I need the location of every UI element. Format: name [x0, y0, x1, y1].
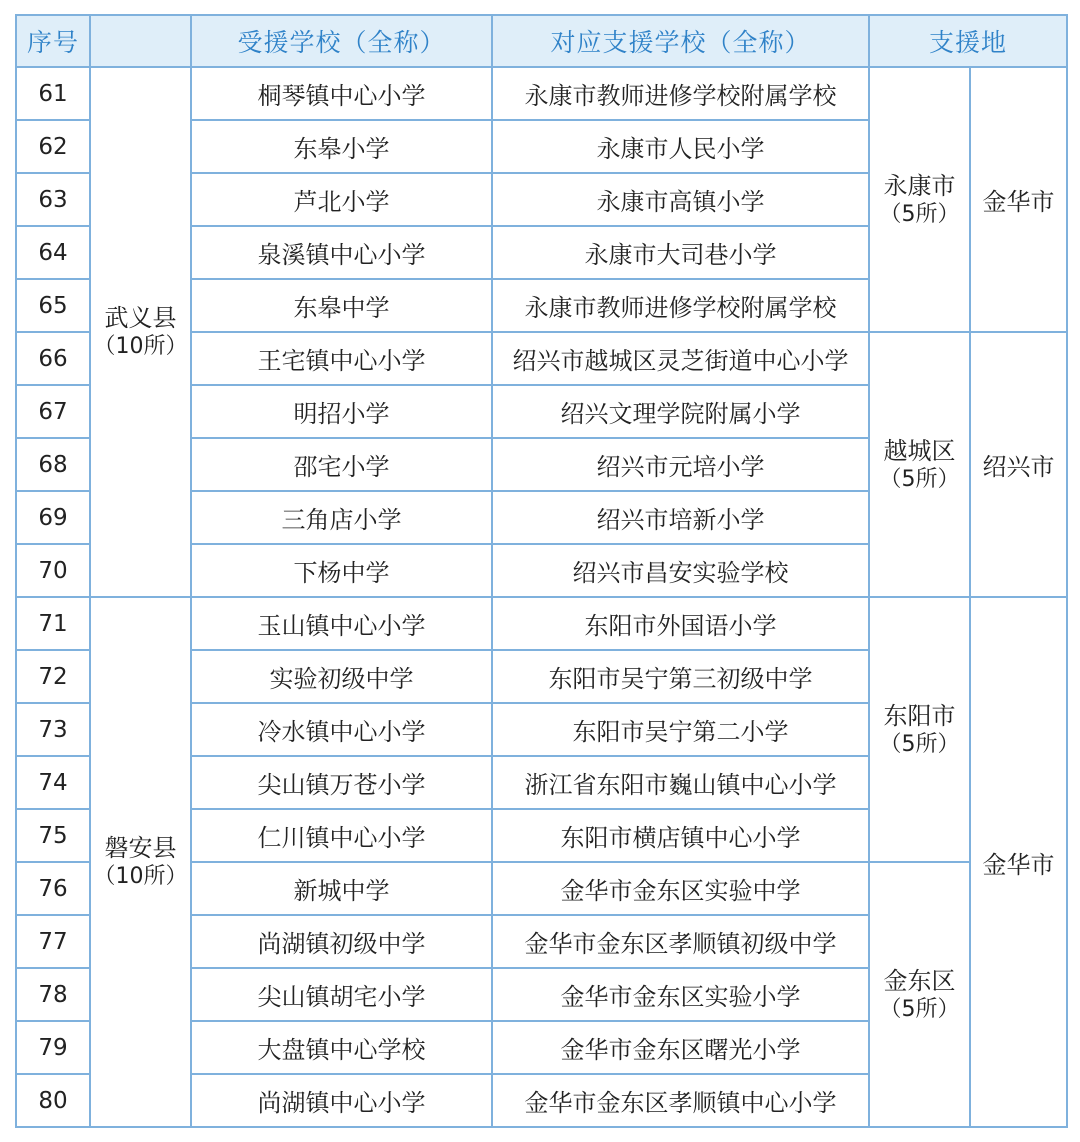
table-row [16, 597, 1067, 650]
aided-school: 尚湖镇初级中学 [191, 915, 492, 968]
aided-school: 东皋小学 [191, 120, 492, 173]
row-seq: 67 [16, 385, 90, 438]
district-cell-dongyang [869, 597, 970, 862]
supporting-school: 东阳市横店镇中心小学 [492, 809, 869, 862]
school-support-table-container [15, 14, 1066, 1128]
row-seq: 65 [16, 279, 90, 332]
table-row [16, 67, 1067, 120]
district-count: （5所） [879, 731, 960, 757]
county-count: （10所） [93, 334, 188, 360]
row-seq: 76 [16, 862, 90, 915]
aided-school: 尖山镇胡宅小学 [191, 968, 492, 1021]
row-seq: 64 [16, 226, 90, 279]
district-name: 永康市 [883, 171, 956, 200]
row-seq: 79 [16, 1021, 90, 1074]
aided-school: 尚湖镇中心小学 [191, 1074, 492, 1127]
supporting-school: 绍兴市元培小学 [492, 438, 869, 491]
header-supporting-school: 对应支援学校（全称） [492, 15, 869, 67]
aided-school: 泉溪镇中心小学 [191, 226, 492, 279]
aided-school: 大盘镇中心学校 [191, 1021, 492, 1074]
supporting-school: 绍兴市越城区灵芝街道中心小学 [492, 332, 869, 385]
district-count: （5所） [879, 201, 960, 227]
county-name: 武义县 [104, 304, 177, 333]
supporting-school: 永康市教师进修学校附属学校 [492, 67, 869, 120]
row-seq: 68 [16, 438, 90, 491]
school-support-table [15, 14, 1068, 1128]
row-seq: 69 [16, 491, 90, 544]
aided-school: 实验初级中学 [191, 650, 492, 703]
city-cell-shaoxing: 绍兴市 [970, 332, 1067, 597]
header-support-place: 支援地 [869, 15, 1067, 67]
aided-school: 三角店小学 [191, 491, 492, 544]
supporting-school: 永康市人民小学 [492, 120, 869, 173]
district-cell-jindong [869, 862, 970, 1127]
county-count: （10所） [93, 864, 188, 890]
district-count: （5所） [879, 996, 960, 1022]
supporting-school: 东阳市吴宁第二小学 [492, 703, 869, 756]
header-aided-school: 受援学校（全称） [191, 15, 492, 67]
aided-school: 尖山镇万苍小学 [191, 756, 492, 809]
district-cell-yuecheng [869, 332, 970, 597]
row-seq: 77 [16, 915, 90, 968]
aided-school: 新城中学 [191, 862, 492, 915]
district-count: （5所） [879, 466, 960, 492]
city-cell-jinhua-2: 金华市 [970, 597, 1067, 1127]
row-seq: 70 [16, 544, 90, 597]
row-seq: 75 [16, 809, 90, 862]
row-seq: 80 [16, 1074, 90, 1127]
supporting-school: 金华市金东区孝顺镇中心小学 [492, 1074, 869, 1127]
aided-school: 明招小学 [191, 385, 492, 438]
supporting-school: 金华市金东区实验中学 [492, 862, 869, 915]
district-name: 越城区 [883, 436, 956, 465]
supporting-school: 金华市金东区实验小学 [492, 968, 869, 1021]
aided-school: 东皋中学 [191, 279, 492, 332]
supporting-school: 金华市金东区曙光小学 [492, 1021, 869, 1074]
aided-school: 玉山镇中心小学 [191, 597, 492, 650]
aided-school: 芦北小学 [191, 173, 492, 226]
table-header-row [16, 15, 1067, 67]
county-name: 磐安县 [104, 834, 177, 863]
row-seq: 62 [16, 120, 90, 173]
row-seq: 63 [16, 173, 90, 226]
row-seq: 66 [16, 332, 90, 385]
supporting-school: 绍兴市昌安实验学校 [492, 544, 869, 597]
row-seq: 71 [16, 597, 90, 650]
header-county [90, 15, 191, 67]
county-cell-wuyi [90, 67, 191, 597]
supporting-school: 绍兴市培新小学 [492, 491, 869, 544]
row-seq: 74 [16, 756, 90, 809]
supporting-school: 东阳市吴宁第三初级中学 [492, 650, 869, 703]
aided-school: 仁川镇中心小学 [191, 809, 492, 862]
aided-school: 冷水镇中心小学 [191, 703, 492, 756]
supporting-school: 浙江省东阳市巍山镇中心小学 [492, 756, 869, 809]
row-seq: 61 [16, 67, 90, 120]
district-name: 东阳市 [883, 701, 956, 730]
district-name: 金东区 [883, 966, 956, 995]
row-seq: 78 [16, 968, 90, 1021]
county-cell-panan [90, 597, 191, 1127]
aided-school: 邵宅小学 [191, 438, 492, 491]
row-seq: 72 [16, 650, 90, 703]
header-seq: 序号 [16, 15, 90, 67]
supporting-school: 永康市教师进修学校附属学校 [492, 279, 869, 332]
aided-school: 下杨中学 [191, 544, 492, 597]
supporting-school: 金华市金东区孝顺镇初级中学 [492, 915, 869, 968]
district-cell-yongkang [869, 67, 970, 332]
supporting-school: 永康市高镇小学 [492, 173, 869, 226]
row-seq: 73 [16, 703, 90, 756]
supporting-school: 绍兴文理学院附属小学 [492, 385, 869, 438]
supporting-school: 东阳市外国语小学 [492, 597, 869, 650]
aided-school: 王宅镇中心小学 [191, 332, 492, 385]
supporting-school: 永康市大司巷小学 [492, 226, 869, 279]
aided-school: 桐琴镇中心小学 [191, 67, 492, 120]
city-cell-jinhua-1: 金华市 [970, 67, 1067, 332]
